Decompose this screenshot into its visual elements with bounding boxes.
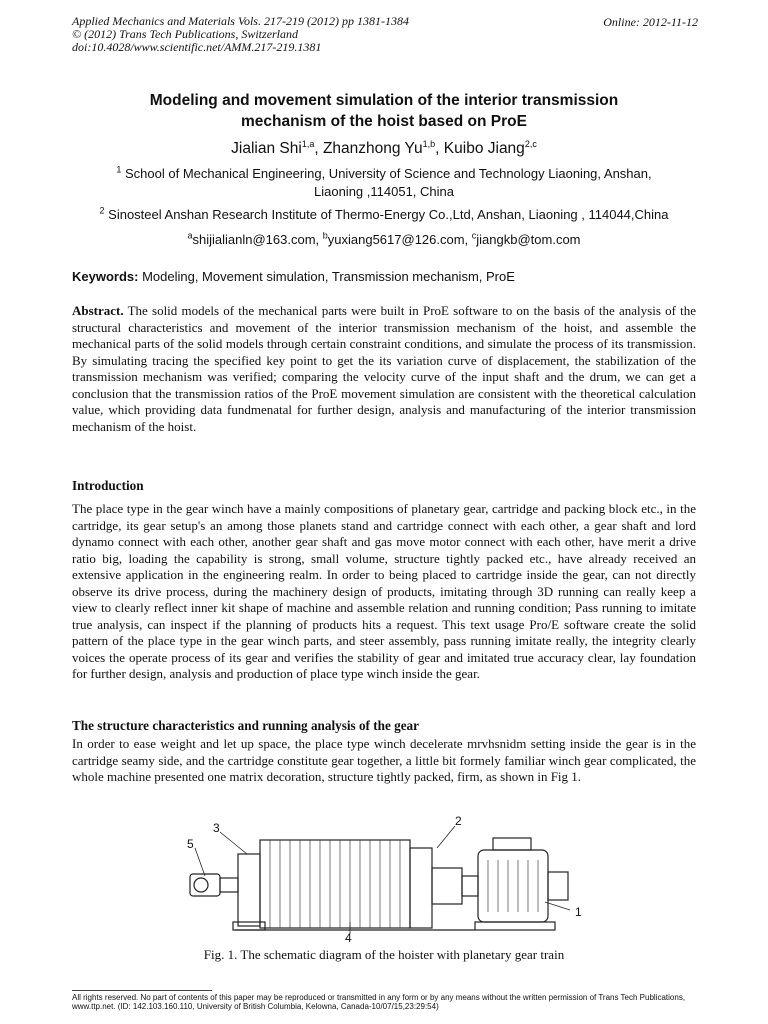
figure-part — [220, 878, 238, 892]
figure-part — [462, 876, 478, 896]
figure-part — [475, 922, 555, 930]
figure-label: 3 — [213, 821, 220, 835]
figure-part — [432, 868, 462, 904]
author-name: Kuibo Jiang — [443, 140, 525, 157]
keywords-label: Keywords: — [72, 269, 139, 284]
email-sup: a — [187, 230, 193, 241]
figure-label: 5 — [187, 837, 194, 851]
abstract — [72, 303, 696, 435]
title-line-1: Modeling and movement simulation of the interior transmission — [149, 92, 619, 109]
figure-part — [238, 854, 260, 926]
figure-label: 1 — [575, 905, 582, 919]
running-header — [72, 15, 409, 54]
email-sup: b — [322, 230, 328, 241]
journal-line: Applied Mechanics and Materials Vols. 217-219 (2012) pp 1381-1384 — [72, 14, 409, 28]
email-line — [72, 231, 696, 249]
figure-label: 2 — [455, 814, 462, 828]
online-date: Online: 2012-11-12 — [603, 15, 698, 29]
email-link[interactable]: shijialianln@163.com, — [192, 232, 323, 247]
title-line-2: mechanism of the hoist based on ProE — [241, 113, 527, 130]
figure-part — [410, 848, 432, 928]
intro-heading: Introduction — [72, 478, 144, 493]
email-link[interactable]: yuxiang5617@126.com, — [327, 232, 472, 247]
keywords — [72, 269, 696, 286]
affiliation-text: Liaoning ,114051, China — [314, 184, 454, 199]
author-name: Zhanzhong Yu — [322, 140, 423, 157]
affiliation-text: Sinosteel Anshan Research Institute of Thermo-Energy Co.,Ltd, Anshan, Liaoning , 114044,China — [108, 207, 669, 222]
footer-copyright: All rights reserved. No part of contents of this paper may be reproduced or transmitted in any form or by any means without the written permission of Trans Tech Publications, www.ttp.net. (ID: 142.103.160.110, University of British Columbia, Kelowna, Canada-10/07/15,23:29:54) — [72, 993, 686, 1011]
paper-title — [72, 90, 696, 132]
doi-line: doi:10.4028/www.scientific.net/AMM.217-219.1381 — [72, 40, 322, 54]
figure-part — [260, 840, 410, 928]
author-name: Jialian Shi — [231, 140, 302, 157]
intro-text: The place type in the gear winch have a mainly compositions of planetary gear, cartridge and packing block etc., in the cartridge, its gear setup's an among those planets stand and cartridge connect with each other, a gear shaft and lord dynamo connect with each other, another gear shaft and gas move motor connect with each other, have merit a drive ratio big, loading the capability is strong, small volume, structure tightly packed etc., have already received an extensive application in the engineering realm. In order to being placed to cartridge inside the gear, can not directly observe its drive process, during the machinery design of products, imitating through 3D running can really keep a view to clearly reflect inner kit shape of machine and assemble relation and running condition; Pass running to imitate true analysis, can inspect if the planning of products hits a request. This text usage Pro/E software create the solid pattern of the place type in the gear winch parts, and steer assembly, pass running imitate really, the integrity clearly voices the operate process of its gear and verifies the stability of gear and imitated true accuracy clear, lay foundation for further design, analysis and production of place type winch inside the gear. — [72, 501, 696, 681]
section-text: In order to ease weight and let up space, the place type winch decelerate mrvhsnidm setting inside the gear is in the cartridge seamy side, and the cartridge constitute gear together, a little bit formely familiar winch gear complicated, the whole machine presented one matrix decoration, structure tightly packed, firm, as shown in Fig 1. — [72, 736, 696, 784]
figure-part — [478, 850, 548, 922]
affiliation-2 — [72, 206, 696, 224]
copyright-line: © (2012) Trans Tech Publications, Switzerland — [72, 27, 299, 41]
footer-rule — [72, 990, 212, 991]
email-sup: c — [471, 230, 477, 241]
author-sup: 2,c — [524, 138, 537, 149]
abstract-label: Abstract. — [72, 303, 124, 318]
keywords-text: Modeling, Movement simulation, Transmission mechanism, ProE — [138, 269, 515, 284]
section-heading: The structure characteristics and running analysis of the gear — [72, 718, 420, 733]
affiliation-num: 2 — [99, 205, 105, 216]
abstract-text: The solid models of the mechanical parts were built in ProE software to on the basis of the analysis of the structural characteristics and movement of the interior transmission mechanism of the hoist, and assemble the mechanical parts of the solid models through certain constraint conditions, and simulate the process of its transmission. By simulating tracing the specified key point to get the its variation curve of displacement, the stabilization of the transmission mechanism was verified; comparing the velocity curve of the input shaft and the drum, we can get a conclusion that the transmission ratios of the ProE movement simulation are consistent with the theoretical calculation value, which providing data fundmenatal for further design, analysis and manufacturing of the interior transmission mechanism of the hoist. — [72, 303, 696, 434]
email-link[interactable]: jiangkb@tom.com — [476, 232, 581, 247]
hoist-schematic-figure — [175, 812, 615, 942]
author-sup: 1,b — [422, 138, 436, 149]
author-sup: 1,a — [301, 138, 315, 149]
figure-part — [548, 872, 568, 900]
affiliation-num: 1 — [116, 164, 122, 175]
figure-label: 4 — [345, 931, 352, 942]
figure-part — [493, 838, 531, 850]
affiliation-text: School of Mechanical Engineering, University of Science and Technology Liaoning, Anshan, — [125, 166, 652, 181]
author-list: Jialian Shi$^{1,a}$, Zhanzhong Yu$^{1,b}$, Kuibo Jiang$^{2,c}$ — [231, 138, 537, 157]
figure-part — [194, 878, 208, 892]
figure-caption: Fig. 1. The schematic diagram of the hoister with planetary gear train — [203, 947, 565, 962]
affiliation-1 — [72, 165, 696, 201]
